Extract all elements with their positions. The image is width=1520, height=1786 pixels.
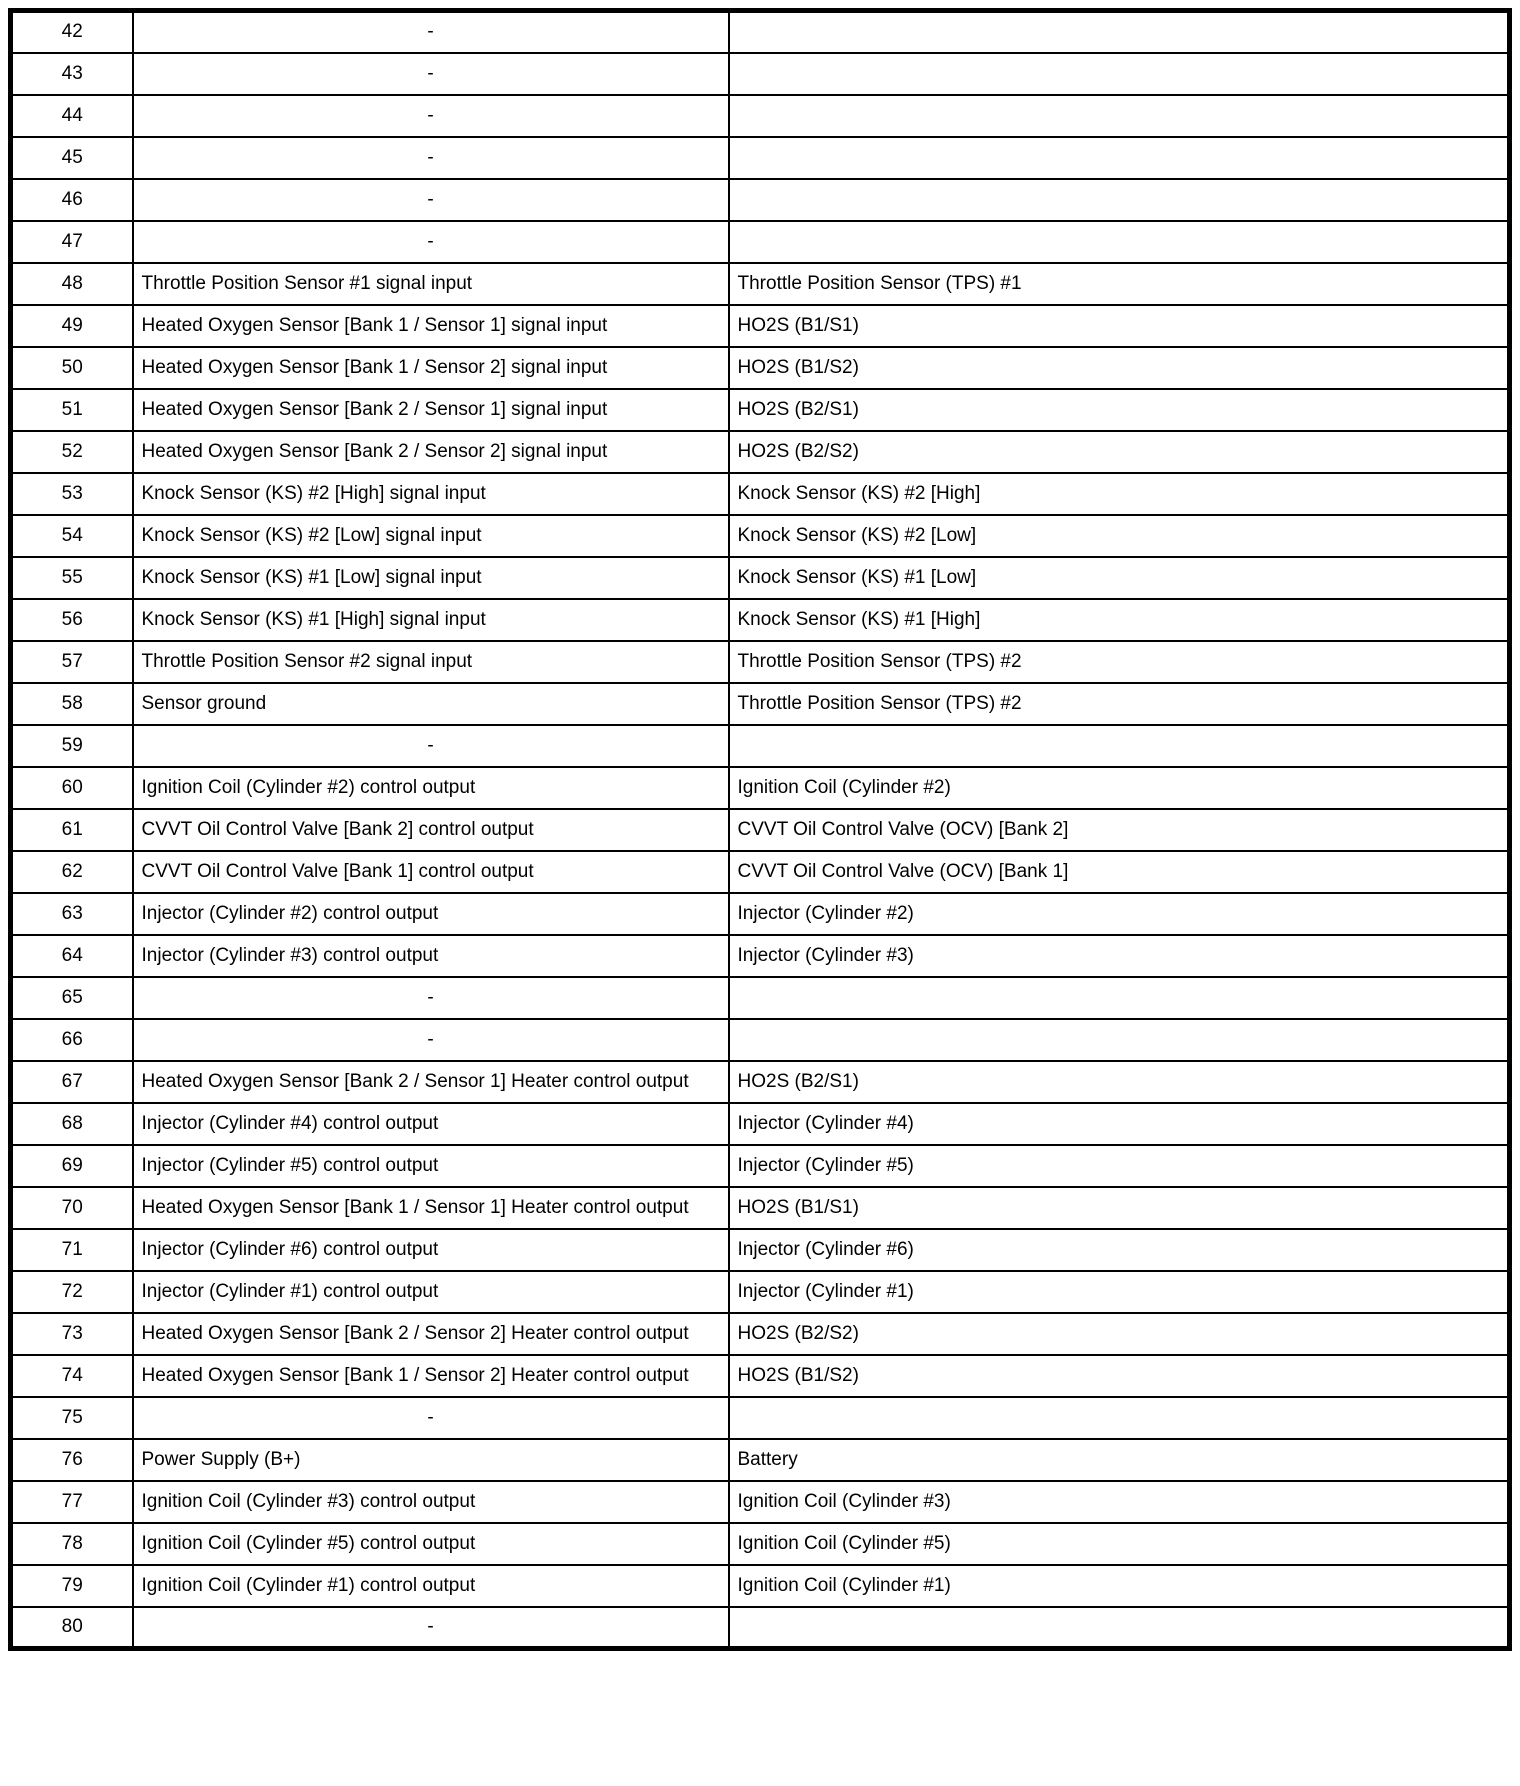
table-row bbox=[11, 1019, 1510, 1061]
pin-number-cell: 75 bbox=[11, 1397, 133, 1439]
pin-description-cell: Knock Sensor (KS) #2 [High] signal input bbox=[133, 473, 729, 515]
connected-to-cell: HO2S (B2/S2) bbox=[729, 1313, 1510, 1355]
pin-number-cell: 79 bbox=[11, 1565, 133, 1607]
pin-description-cell: Sensor ground bbox=[133, 683, 729, 725]
table-row bbox=[11, 179, 1510, 221]
pin-number-cell: 50 bbox=[11, 347, 133, 389]
pin-table-body bbox=[11, 11, 1510, 1649]
pin-description-cell: Injector (Cylinder #4) control output bbox=[133, 1103, 729, 1145]
table-row bbox=[11, 305, 1510, 347]
table-row bbox=[11, 1187, 1510, 1229]
pin-description-cell: - bbox=[133, 1397, 729, 1439]
pin-description-cell: - bbox=[133, 1019, 729, 1061]
pin-number-cell: 71 bbox=[11, 1229, 133, 1271]
table-row bbox=[11, 641, 1510, 683]
pin-description-cell: Ignition Coil (Cylinder #1) control output bbox=[133, 1565, 729, 1607]
table-row bbox=[11, 1313, 1510, 1355]
pin-description-cell: - bbox=[133, 179, 729, 221]
pin-number-cell: 53 bbox=[11, 473, 133, 515]
connected-to-cell: Ignition Coil (Cylinder #1) bbox=[729, 1565, 1510, 1607]
table-row bbox=[11, 1103, 1510, 1145]
table-row bbox=[11, 1229, 1510, 1271]
pin-description-cell: Ignition Coil (Cylinder #2) control output bbox=[133, 767, 729, 809]
connected-to-cell: Throttle Position Sensor (TPS) #2 bbox=[729, 683, 1510, 725]
connected-to-cell bbox=[729, 1019, 1510, 1061]
connected-to-cell bbox=[729, 725, 1510, 767]
connected-to-cell: Knock Sensor (KS) #2 [Low] bbox=[729, 515, 1510, 557]
connected-to-cell: Throttle Position Sensor (TPS) #2 bbox=[729, 641, 1510, 683]
pin-number-cell: 60 bbox=[11, 767, 133, 809]
connected-to-cell: Injector (Cylinder #5) bbox=[729, 1145, 1510, 1187]
pin-description-cell: Knock Sensor (KS) #1 [Low] signal input bbox=[133, 557, 729, 599]
table-row bbox=[11, 1397, 1510, 1439]
pin-number-cell: 73 bbox=[11, 1313, 133, 1355]
pin-number-cell: 59 bbox=[11, 725, 133, 767]
pin-description-cell: Injector (Cylinder #5) control output bbox=[133, 1145, 729, 1187]
table-row bbox=[11, 725, 1510, 767]
ecu-pinout-table bbox=[8, 8, 1512, 1651]
pin-description-cell: Ignition Coil (Cylinder #3) control output bbox=[133, 1481, 729, 1523]
pin-description-cell: Power Supply (B+) bbox=[133, 1439, 729, 1481]
pin-number-cell: 80 bbox=[11, 1607, 133, 1649]
connected-to-cell: HO2S (B1/S2) bbox=[729, 347, 1510, 389]
table-row bbox=[11, 1523, 1510, 1565]
table-row bbox=[11, 1481, 1510, 1523]
connected-to-cell bbox=[729, 977, 1510, 1019]
connected-to-cell: Injector (Cylinder #6) bbox=[729, 1229, 1510, 1271]
pin-description-cell: - bbox=[133, 95, 729, 137]
table-row bbox=[11, 1061, 1510, 1103]
table-row bbox=[11, 389, 1510, 431]
pin-number-cell: 67 bbox=[11, 1061, 133, 1103]
connected-to-cell: Throttle Position Sensor (TPS) #1 bbox=[729, 263, 1510, 305]
pin-number-cell: 72 bbox=[11, 1271, 133, 1313]
pin-description-cell: Heated Oxygen Sensor [Bank 2 / Sensor 2] Heater control output bbox=[133, 1313, 729, 1355]
pin-number-cell: 63 bbox=[11, 893, 133, 935]
pin-description-cell: Heated Oxygen Sensor [Bank 1 / Sensor 2] Heater control output bbox=[133, 1355, 729, 1397]
pin-number-cell: 44 bbox=[11, 95, 133, 137]
connected-to-cell bbox=[729, 1607, 1510, 1649]
pin-number-cell: 57 bbox=[11, 641, 133, 683]
pin-number-cell: 56 bbox=[11, 599, 133, 641]
table-row bbox=[11, 431, 1510, 473]
connected-to-cell bbox=[729, 221, 1510, 263]
pin-description-cell: Heated Oxygen Sensor [Bank 2 / Sensor 1] Heater control output bbox=[133, 1061, 729, 1103]
pin-number-cell: 42 bbox=[11, 11, 133, 53]
pin-description-cell: Knock Sensor (KS) #1 [High] signal input bbox=[133, 599, 729, 641]
pin-description-cell: Throttle Position Sensor #2 signal input bbox=[133, 641, 729, 683]
pin-description-cell: CVVT Oil Control Valve [Bank 1] control output bbox=[133, 851, 729, 893]
connected-to-cell: Injector (Cylinder #3) bbox=[729, 935, 1510, 977]
connected-to-cell bbox=[729, 179, 1510, 221]
connected-to-cell: HO2S (B1/S1) bbox=[729, 1187, 1510, 1229]
pin-number-cell: 46 bbox=[11, 179, 133, 221]
pin-number-cell: 65 bbox=[11, 977, 133, 1019]
pin-description-cell: Injector (Cylinder #1) control output bbox=[133, 1271, 729, 1313]
table-row bbox=[11, 263, 1510, 305]
table-row bbox=[11, 935, 1510, 977]
pin-description-cell: Injector (Cylinder #2) control output bbox=[133, 893, 729, 935]
table-row bbox=[11, 599, 1510, 641]
pin-number-cell: 54 bbox=[11, 515, 133, 557]
pin-description-cell: Heated Oxygen Sensor [Bank 2 / Sensor 1] signal input bbox=[133, 389, 729, 431]
connected-to-cell: HO2S (B2/S1) bbox=[729, 389, 1510, 431]
table-row bbox=[11, 11, 1510, 53]
connected-to-cell: Injector (Cylinder #4) bbox=[729, 1103, 1510, 1145]
pin-number-cell: 49 bbox=[11, 305, 133, 347]
table-row bbox=[11, 977, 1510, 1019]
pin-number-cell: 47 bbox=[11, 221, 133, 263]
connected-to-cell: Knock Sensor (KS) #2 [High] bbox=[729, 473, 1510, 515]
table-row bbox=[11, 1145, 1510, 1187]
pin-number-cell: 78 bbox=[11, 1523, 133, 1565]
table-row bbox=[11, 473, 1510, 515]
connected-to-cell: CVVT Oil Control Valve (OCV) [Bank 2] bbox=[729, 809, 1510, 851]
pin-number-cell: 55 bbox=[11, 557, 133, 599]
pin-description-cell: Injector (Cylinder #3) control output bbox=[133, 935, 729, 977]
table-row bbox=[11, 1355, 1510, 1397]
connected-to-cell: Ignition Coil (Cylinder #2) bbox=[729, 767, 1510, 809]
connected-to-cell: Injector (Cylinder #1) bbox=[729, 1271, 1510, 1313]
pin-description-cell: Heated Oxygen Sensor [Bank 1 / Sensor 1] signal input bbox=[133, 305, 729, 347]
connected-to-cell bbox=[729, 95, 1510, 137]
connected-to-cell bbox=[729, 53, 1510, 95]
pin-number-cell: 43 bbox=[11, 53, 133, 95]
pin-number-cell: 68 bbox=[11, 1103, 133, 1145]
pin-number-cell: 66 bbox=[11, 1019, 133, 1061]
pin-number-cell: 70 bbox=[11, 1187, 133, 1229]
table-row bbox=[11, 347, 1510, 389]
table-row bbox=[11, 1439, 1510, 1481]
connected-to-cell: HO2S (B2/S2) bbox=[729, 431, 1510, 473]
pin-number-cell: 51 bbox=[11, 389, 133, 431]
pin-number-cell: 77 bbox=[11, 1481, 133, 1523]
pin-description-cell: - bbox=[133, 725, 729, 767]
connected-to-cell: HO2S (B1/S2) bbox=[729, 1355, 1510, 1397]
connected-to-cell: Ignition Coil (Cylinder #5) bbox=[729, 1523, 1510, 1565]
connected-to-cell: HO2S (B1/S1) bbox=[729, 305, 1510, 347]
pin-number-cell: 61 bbox=[11, 809, 133, 851]
table-row bbox=[11, 1271, 1510, 1313]
pin-description-cell: - bbox=[133, 1607, 729, 1649]
pin-description-cell: Knock Sensor (KS) #2 [Low] signal input bbox=[133, 515, 729, 557]
table-row bbox=[11, 95, 1510, 137]
table-row bbox=[11, 1607, 1510, 1649]
table-row bbox=[11, 557, 1510, 599]
table-row bbox=[11, 683, 1510, 725]
pin-number-cell: 74 bbox=[11, 1355, 133, 1397]
pin-description-cell: Heated Oxygen Sensor [Bank 2 / Sensor 2] signal input bbox=[133, 431, 729, 473]
table-row bbox=[11, 767, 1510, 809]
pin-number-cell: 58 bbox=[11, 683, 133, 725]
pin-number-cell: 64 bbox=[11, 935, 133, 977]
connected-to-cell: Knock Sensor (KS) #1 [Low] bbox=[729, 557, 1510, 599]
connected-to-cell bbox=[729, 137, 1510, 179]
pin-description-cell: - bbox=[133, 221, 729, 263]
pin-description-cell: Heated Oxygen Sensor [Bank 1 / Sensor 1] Heater control output bbox=[133, 1187, 729, 1229]
pin-number-cell: 52 bbox=[11, 431, 133, 473]
connected-to-cell: CVVT Oil Control Valve (OCV) [Bank 1] bbox=[729, 851, 1510, 893]
table-row bbox=[11, 1565, 1510, 1607]
pin-number-cell: 69 bbox=[11, 1145, 133, 1187]
connected-to-cell bbox=[729, 11, 1510, 53]
pin-description-cell: Throttle Position Sensor #1 signal input bbox=[133, 263, 729, 305]
pin-description-cell: - bbox=[133, 11, 729, 53]
pin-description-cell: - bbox=[133, 53, 729, 95]
connected-to-cell: Knock Sensor (KS) #1 [High] bbox=[729, 599, 1510, 641]
pin-number-cell: 76 bbox=[11, 1439, 133, 1481]
connected-to-cell: Ignition Coil (Cylinder #3) bbox=[729, 1481, 1510, 1523]
table-row bbox=[11, 851, 1510, 893]
connected-to-cell bbox=[729, 1397, 1510, 1439]
pin-number-cell: 45 bbox=[11, 137, 133, 179]
table-row bbox=[11, 53, 1510, 95]
table-row bbox=[11, 221, 1510, 263]
pin-description-cell: Ignition Coil (Cylinder #5) control output bbox=[133, 1523, 729, 1565]
connected-to-cell: HO2S (B2/S1) bbox=[729, 1061, 1510, 1103]
pin-number-cell: 62 bbox=[11, 851, 133, 893]
pin-description-cell: Heated Oxygen Sensor [Bank 1 / Sensor 2] signal input bbox=[133, 347, 729, 389]
pin-description-cell: CVVT Oil Control Valve [Bank 2] control output bbox=[133, 809, 729, 851]
connected-to-cell: Battery bbox=[729, 1439, 1510, 1481]
table-row bbox=[11, 809, 1510, 851]
pin-description-cell: - bbox=[133, 137, 729, 179]
table-row bbox=[11, 137, 1510, 179]
table-row bbox=[11, 515, 1510, 557]
connected-to-cell: Injector (Cylinder #2) bbox=[729, 893, 1510, 935]
pin-description-cell: Injector (Cylinder #6) control output bbox=[133, 1229, 729, 1271]
pin-description-cell: - bbox=[133, 977, 729, 1019]
pin-number-cell: 48 bbox=[11, 263, 133, 305]
table-row bbox=[11, 893, 1510, 935]
